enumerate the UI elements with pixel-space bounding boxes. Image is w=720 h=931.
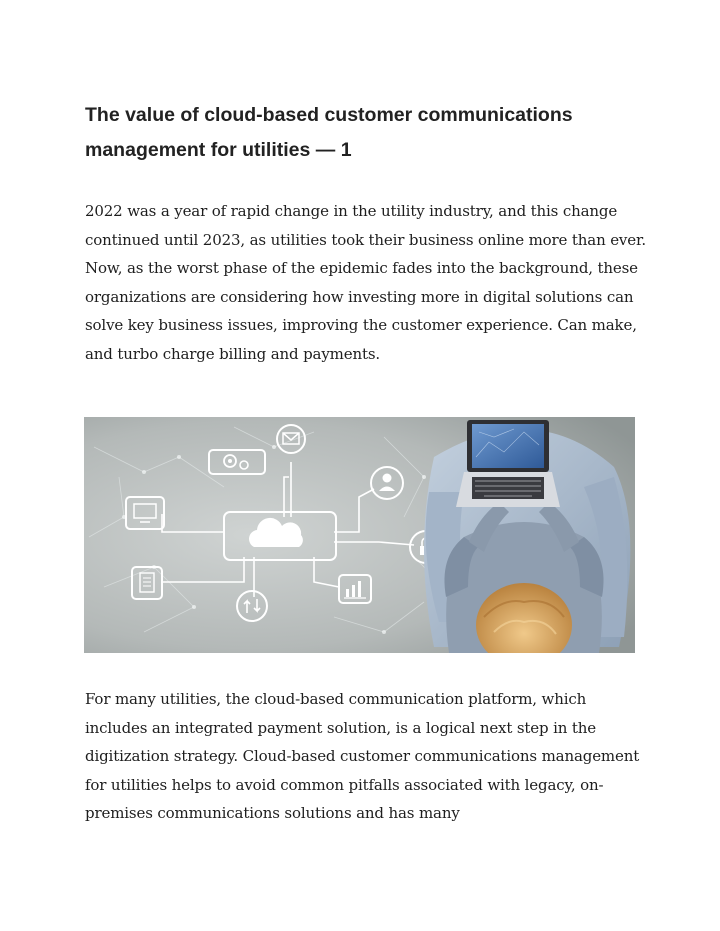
- article-paragraph-1: 2022 was a year of rapid change in the utility industry, and this change continued until 2023, as utilities took their business online more than ever. Now, as the worst phase of the epidemic fades into the background, these organizations are considering how investing more in digital solutions can solve key business issues, improving the customer experience. Can make, and turbo charge billing and payments.: [85, 202, 646, 363]
- laptop-icon: [456, 420, 560, 507]
- article-paragraph-2: For many utilities, the cloud-based communication platform, which includes an integrated payment solution, is a logical next step in the digitization strategy. Cloud-based customer communications management for utilities helps to avoid common pitfalls associated with legacy, on-premises communications solutions and has many: [85, 690, 640, 822]
- article-image: [84, 417, 635, 653]
- article-title: The value of cloud-based customer communications management for utilities — 1: [85, 104, 573, 161]
